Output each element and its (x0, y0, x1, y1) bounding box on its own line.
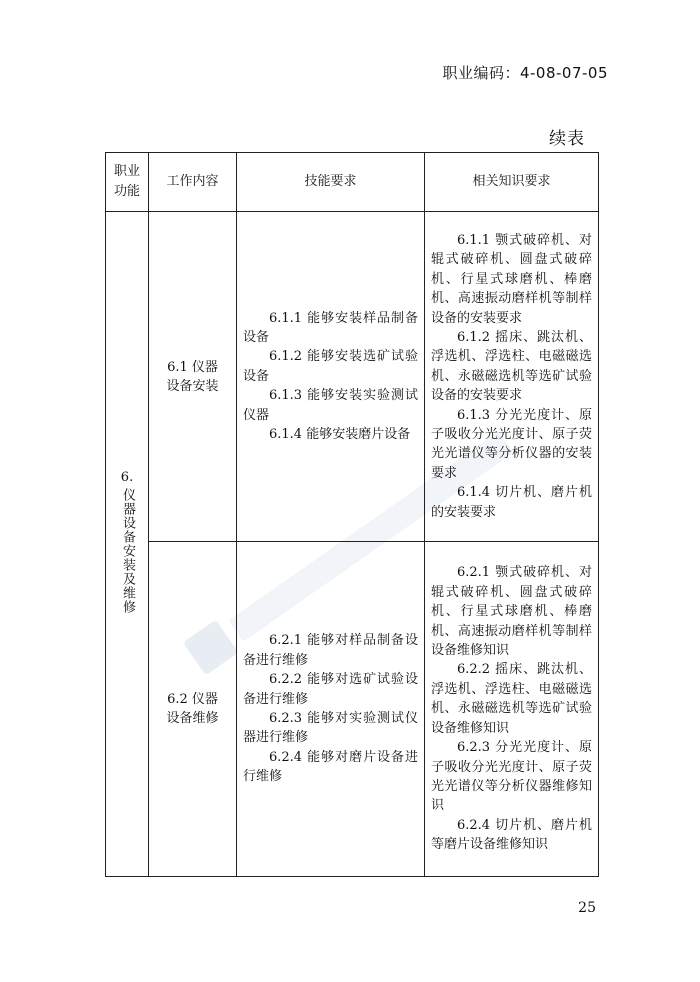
header-content: 工作内容 (149, 153, 237, 212)
function-cell (106, 212, 149, 877)
header-function: 职业功能 (106, 153, 149, 212)
table-row (106, 212, 599, 542)
knowledge-item: 6.1.1 颚式破碎机、对辊式破碎机、圆盘式破碎机、行星式球磨机、棒磨机、高速振动磨样机等制样设备的安装要求 (431, 232, 592, 326)
skill-requirements-table (105, 152, 599, 877)
work-content-cell: 6.2 仪器设备维修 (149, 542, 237, 877)
skill-item: 6.1.4 能够安装磨片设备 (269, 427, 411, 443)
table-row (106, 542, 599, 877)
knowledge-item: 6.1.4 切片机、磨片机的安装要求 (431, 485, 592, 520)
skill-item: 6.2.2 能够对选矿试验设备进行维修 (243, 672, 418, 707)
header-knowledge: 相关知识要求 (425, 153, 599, 212)
skill-item: 6.2.4 能够对磨片设备进行维修 (243, 749, 418, 785)
knowledge-item: 6.1.2 摇床、跳汰机、浮选机、浮选柱、电磁磁选机、永磁磁选机等选矿试验设备的安装要求 (431, 329, 592, 404)
skill-item: 6.2.3 能够对实验测试仪器进行维修 (243, 711, 418, 746)
function-number: 6. (120, 470, 134, 485)
work-content-cell: 6.1 仪器设备安装 (149, 212, 237, 542)
knowledge-item: 6.2.2 摇床、跳汰机、浮选机、浮选柱、电磁磁选机、永磁磁选机等选矿试验设备维修知识 (431, 662, 592, 736)
skill-item: 6.1.3 能够安装实验测试仪器 (243, 388, 418, 423)
knowledge-cell (425, 212, 599, 542)
skill-item: 6.1.1 能够安装样品制备设备 (243, 310, 418, 345)
knowledge-item: 6.2.4 切片机、磨片机等磨片设备维修知识 (431, 817, 592, 853)
knowledge-item: 6.2.1 颚式破碎机、对辊式破碎机、圆盘式破碎机、行星式球磨机、棒磨机、高速振动磨样机等制样设备维修知识 (431, 565, 592, 659)
knowledge-item: 6.1.3 分光光度计、原子吸收分光光度计、原子荧光光谱仪等分析仪器的安装要求 (431, 407, 592, 481)
knowledge-item: 6.2.3 分光光度计、原子吸收分光光度计、原子荧光光谱仪等分析仪器维修知识 (431, 740, 592, 814)
skills-cell (237, 212, 425, 542)
continued-label: 续表 (549, 129, 585, 149)
occupation-code: 职业编码：4-08-07-05 (442, 64, 608, 82)
page-number: 25 (578, 900, 596, 916)
skill-item: 6.1.2 能够安装选矿试验设备 (243, 349, 418, 384)
skill-item: 6.2.1 能够对样品制备设备进行维修 (243, 633, 418, 668)
skills-cell (237, 542, 425, 877)
function-name: 仪器设备安装及维修 (120, 488, 135, 614)
knowledge-cell (425, 542, 599, 877)
table-header-row (106, 153, 599, 212)
header-skills: 技能要求 (237, 153, 425, 212)
